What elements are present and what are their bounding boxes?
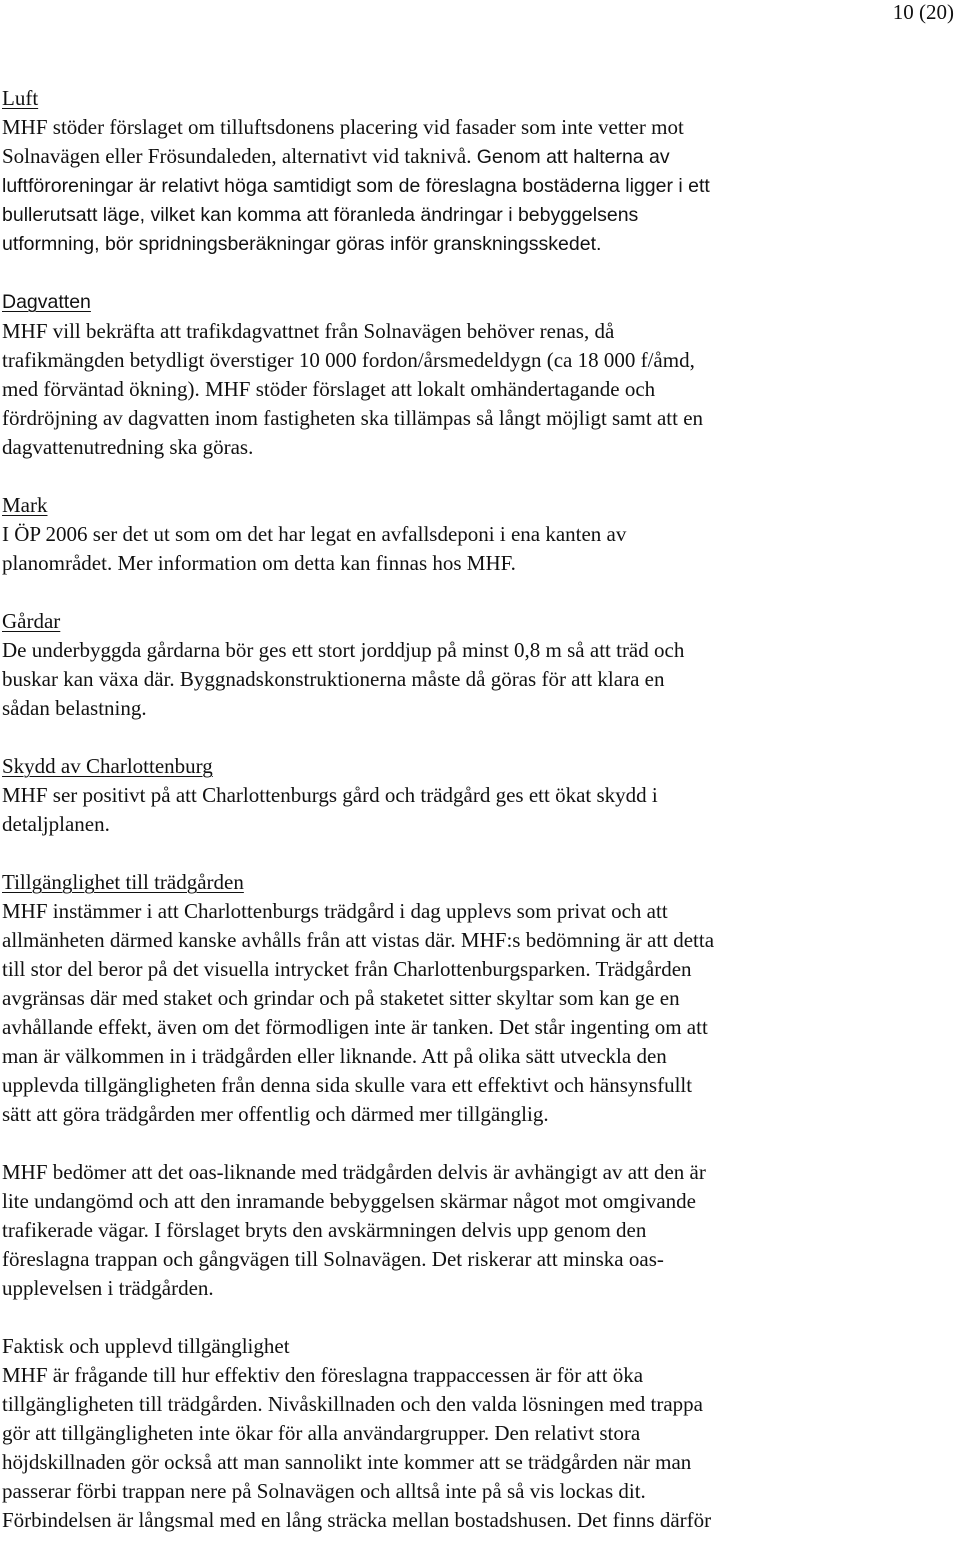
section-luft (2, 84, 957, 259)
text-line: luftföroreningar är relativt höga samtidigt som de föreslagna bostäderna ligger i ett (2, 175, 710, 197)
text-line: sätt att göra trädgården mer offentlig och därmed mer tillgänglig. (2, 1102, 549, 1126)
text-line: buskar kan växa där. Byggnadskonstruktionerna måste då göras för att klara en (2, 667, 665, 691)
text-line: detaljplanen. (2, 812, 110, 836)
page-number: 10 (20) (892, 0, 954, 24)
document-body (2, 84, 957, 1564)
text-line: MHF är frågande till hur effektiv den föreslagna trappaccessen är för att öka (2, 1363, 644, 1387)
text-run-serif: Solnavägen eller Frösundaleden, alternativt vid taknivå. (2, 144, 477, 168)
section-heading: Luft (2, 86, 39, 110)
text-line: planområdet. Mer information om detta kan finnas hos MHF. (2, 551, 516, 575)
text-line: MHF vill bekräfta att trafikdagvattnet från Solnavägen behöver renas, då (2, 319, 615, 343)
text-line: föreslagna trappan och gångvägen till Solnavägen. Det riskerar att minska oas- (2, 1247, 664, 1271)
section-heading: Tillgänglighet till trädgården (2, 870, 244, 894)
section-heading: Faktisk och upplevd tillgänglighet (2, 1334, 290, 1358)
text-line: MHF stöder förslaget om tilluftsdonens placering vid fasader som inte vetter mot (2, 115, 684, 139)
text-line: fördröjning av dagvatten inom fastigheten ska tillämpas så långt möjligt samt att en (2, 406, 704, 430)
text-line: tillgängligheten till trädgården. Nivåskillnaden och den valda lösningen med trappa (2, 1392, 703, 1416)
section-heading: Skydd av Charlottenburg (2, 754, 213, 778)
section-dagvatten (2, 288, 957, 462)
text-line: Förbindelsen är långsmal med en lång sträcka mellan bostadshusen. Det finns därför (2, 1508, 712, 1532)
section-paragraph-6 (2, 1158, 957, 1303)
text-line (2, 142, 957, 172)
text-line: avhållande effekt, även om det förmodligen inte är tanken. Det står ingenting om att (2, 1015, 708, 1039)
section-tillgänglighet-till-trädgården (2, 868, 957, 1129)
text-line: lite undangömd och att den inramande bebyggelsen skärmar något mot omgivande (2, 1189, 696, 1213)
section-mark (2, 491, 957, 578)
text-line: man är välkommen in i trädgården eller liknande. Att på olika sätt utveckla den (2, 1044, 667, 1068)
text-line: sådan belastning. (2, 696, 147, 720)
text-line: upplevda tillgängligheten från denna sida skulle vara ett effektivt och hänsynsfullt (2, 1073, 693, 1097)
text-line: upplevelsen i trädgården. (2, 1276, 214, 1300)
section-gårdar (2, 607, 957, 723)
text-line: bullerutsatt läge, vilket kan komma att föranleda ändringar i bebyggelsens (2, 204, 639, 226)
text-line: gör att tillgängligheten inte ökar för alla användargrupper. Den relativt stora (2, 1421, 641, 1445)
text-run-sans: Genom att halterna av (476, 146, 670, 168)
text-line: trafikerade vägar. I förslaget bryts den avskärmningen delvis upp genom den (2, 1218, 647, 1242)
section-skydd-av-charlottenburg (2, 752, 957, 839)
text-line: utformning, bör spridningsberäkningar göras inför granskningsskedet. (2, 233, 602, 255)
text-line: trafikmängden betydligt överstiger 10 000 fordon/årsmedeldygn (ca 18 000 f/åmd, (2, 348, 695, 372)
text-line: I ÖP 2006 ser det ut som om det har legat en avfallsdeponi i ena kanten av (2, 522, 627, 546)
text-line: dagvattenutredning ska göras. (2, 435, 254, 459)
section-heading: Gårdar (2, 609, 61, 633)
text-line: MHF ser positivt på att Charlottenburgs gård och trädgård ges ett ökat skydd i (2, 783, 658, 807)
text-line: De underbyggda gårdarna bör ges ett stort jorddjup på minst 0,8 m så att träd och (2, 638, 685, 662)
text-line: allmänheten därmed kanske avhålls från att vistas där. MHF:s bedömning är att detta (2, 928, 715, 952)
text-line: passerar förbi trappan nere på Solnavägen och alltså inte på så vis lockas dit. (2, 1479, 646, 1503)
text-line: med förväntad ökning). MHF stöder förslaget att lokalt omhändertagande och (2, 377, 656, 401)
section-faktisk-och-upplevd-tillgänglighet (2, 1332, 957, 1535)
text-line: höjdskillnaden gör också att man sannolikt inte kommer att se trädgården när man (2, 1450, 692, 1474)
text-line: MHF bedömer att det oas-liknande med trädgården delvis är avhängigt av att den är (2, 1160, 706, 1184)
text-line: avgränsas där med staket och grindar och på staketet sitter skyltar som kan ge en (2, 986, 680, 1010)
section-heading: Dagvatten (2, 291, 91, 313)
text-line: MHF instämmer i att Charlottenburgs trädgård i dag upplevs som privat och att (2, 899, 668, 923)
section-heading: Mark (2, 493, 48, 517)
text-line: till stor del beror på det visuella intrycket från Charlottenburgsparken. Trädgården (2, 957, 692, 981)
